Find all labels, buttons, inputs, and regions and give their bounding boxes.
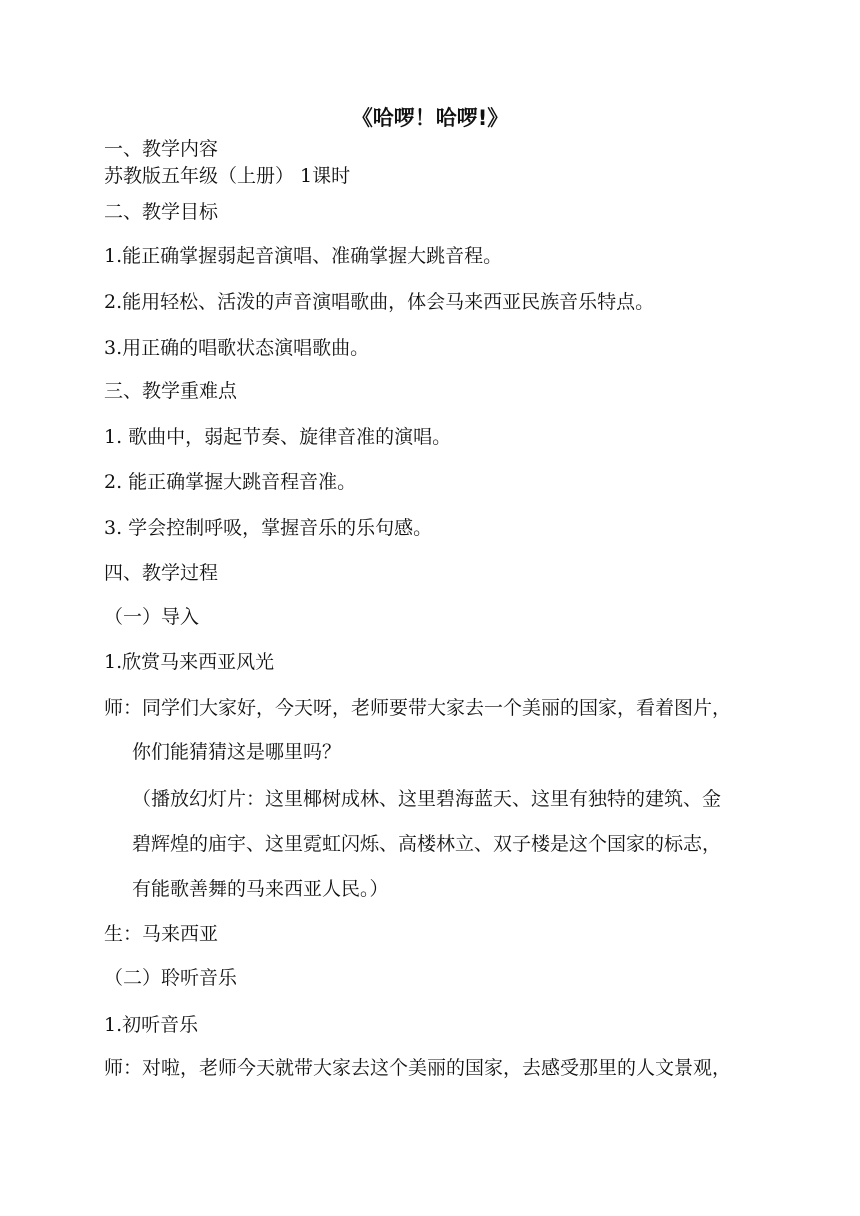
dialogue-line: 师：同学们大家好，今天呀，老师要带大家去一个美丽的国家，看着图片， xyxy=(104,697,732,719)
text-line: 1. 歌曲中，弱起节奏、旋律音准的演唱。 xyxy=(104,426,452,448)
subsection-heading: （二）聆听音乐 xyxy=(104,967,238,989)
section-heading-process: 四、教学过程 xyxy=(104,562,219,584)
text-line: 1.初听音乐 xyxy=(104,1014,199,1036)
subsection-heading: （一）导入 xyxy=(104,606,200,628)
text-line: （播放幻灯片：这里椰树成林、这里碧海蓝天、这里有独特的建筑、金 xyxy=(132,788,722,810)
text-line: 1.能正确掌握弱起音演唱、准确掌握大跳音程。 xyxy=(104,245,503,267)
text-line: 2. 能正确掌握大跳音程音准。 xyxy=(104,471,357,493)
dialogue-line: 师：对啦，老师今天就带大家去这个美丽的国家，去感受那里的人文景观， xyxy=(104,1057,732,1079)
text-line: 有能歌善舞的马来西亚人民。） xyxy=(132,878,389,900)
text-line: 3.用正确的唱歌状态演唱歌曲。 xyxy=(104,337,370,359)
text-line: 碧辉煌的庙宇、这里霓虹闪烁、高楼林立、双子楼是这个国家的标志， xyxy=(132,833,722,855)
text-line: 1.欣赏马来西亚风光 xyxy=(104,651,275,673)
dialogue-line: 生：马来西亚 xyxy=(104,923,219,945)
document-title: 《哈啰！哈啰!》 xyxy=(351,106,509,130)
section-heading-goals: 二、教学目标 xyxy=(104,201,219,223)
section-heading-key-points: 三、教学重难点 xyxy=(104,380,238,402)
section-heading-content: 一、教学内容 xyxy=(104,138,219,160)
text-line: 3. 学会控制呼吸，掌握音乐的乐句感。 xyxy=(104,517,433,539)
text-line: 你们能猜猜这是哪里吗？ xyxy=(132,741,342,763)
text-line: 苏教版五年级（上册） 1课时 xyxy=(104,165,351,187)
text-line: 2.能用轻松、活泼的声音演唱歌曲，体会马来西亚民族音乐特点。 xyxy=(104,291,655,313)
